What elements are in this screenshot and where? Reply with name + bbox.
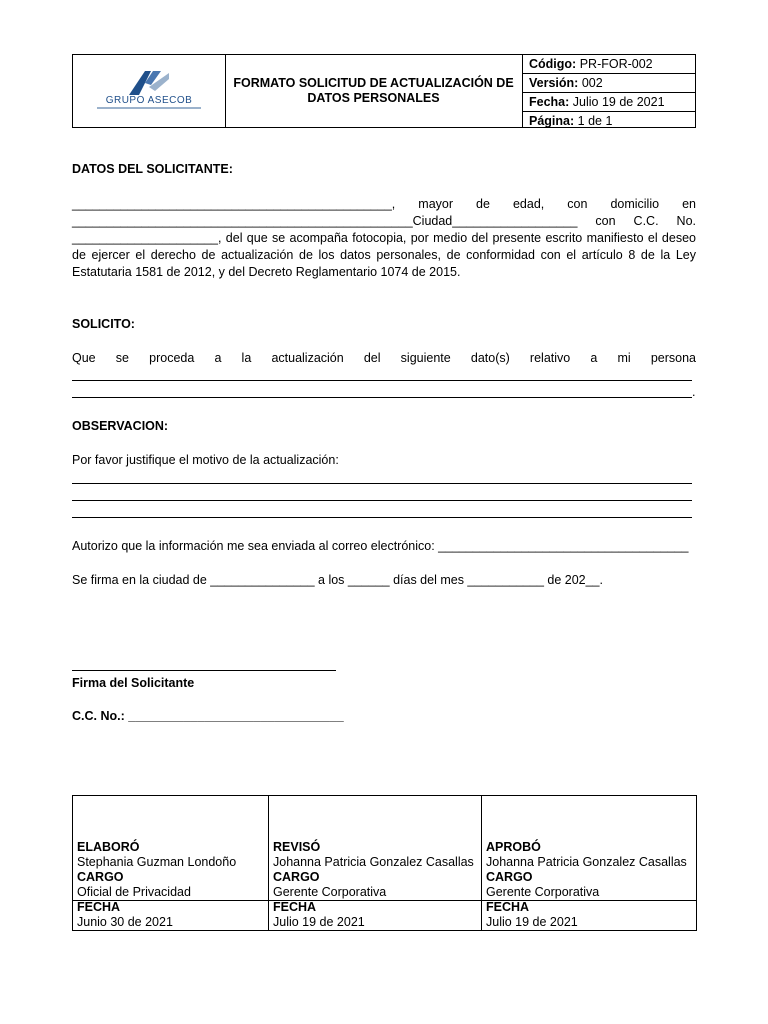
cc-label[interactable] [72,709,344,723]
solicito-blank-line-1[interactable] [72,380,692,381]
aprobo-cargo-label: CARGO [486,870,533,884]
aprobo-name: Johanna Patricia Gonzalez Casallas [486,855,687,869]
approval-table [72,795,697,931]
elaboro-name: Stephania Guzman Londoño [77,855,237,869]
solicitante-line-3[interactable]: _____________________, del que se acompaña fotocopia, por medio del presente escrito manifiesto el deseo [72,231,696,245]
solicitante-line-1[interactable]: ______________________________________________, mayor de edad, con domicilio en [72,197,696,211]
elaboro-cargo: Oficial de Privacidad [77,885,191,899]
approval-table-divider [73,900,696,901]
meta-pagina [523,112,695,130]
logo-cell [73,55,226,127]
logo-tagline-bar [97,107,201,109]
firma-ciudad-text[interactable]: Se firma en la ciudad de _______________ a los ______ días del mes ___________ de 202__. [72,573,603,587]
elaboro-cargo-label: CARGO [77,870,124,884]
reviso-cargo: Gerente Corporativa [273,885,387,899]
elaboro-role: ELABORÓ [77,840,140,854]
codigo-value: PR-FOR-002 [579,57,653,71]
company-logo-icon [125,69,173,95]
fecha-value: Julio 19 de 2021 [572,95,665,109]
cc-text: C.C. No.: _______________________________ [72,709,344,723]
observacion-blank-line-1[interactable] [72,483,692,484]
meta-fecha [523,93,695,112]
observacion-text: Por favor justifique el motivo de la actualización: [72,453,339,467]
signature-label: Firma del Solicitante [72,676,195,690]
document-header [72,54,696,128]
pagina-value: 1 de 1 [577,114,613,128]
reviso-cargo-label: CARGO [273,870,320,884]
solicito-text: Que se proceda a la actualización del siguiente dato(s) relativo a mi persona [72,351,696,365]
logo-text: GRUPO ASECOB [105,95,193,106]
solicitante-line-2[interactable]: _________________________________________________Ciudad__________________ con C.C. No. [72,214,696,228]
meta-version [523,74,695,93]
observacion-blank-line-2[interactable] [72,500,692,501]
section-title-solicito: SOLICITO: [72,317,135,331]
reviso-name: Johanna Patricia Gonzalez Casallas [273,855,474,869]
pagina-label: Página: [529,114,575,128]
reviso-fecha-label: FECHA [273,900,317,914]
codigo-label: Código: [529,57,577,71]
section-title-solicitante: DATOS DEL SOLICITANTE: [72,162,233,176]
document-title: FORMATO SOLICITUD DE ACTUALIZACIÓN DE DATOS PERSONALES [225,55,523,127]
elaboro-fecha-label: FECHA [77,900,121,914]
section-title-observacion: OBSERVACION: [72,419,169,433]
signature-line[interactable] [72,670,336,671]
meta-codigo [523,55,695,74]
observacion-blank-line-3[interactable] [72,517,692,518]
solicito-end-mark: . [692,385,696,399]
solicitante-line-4: de ejercer el derecho de actualización de los datos personales, de conformidad con el artículo 8 de la Ley [72,248,696,262]
solicitante-line-5: Estatutaria 1581 de 2012, y del Decreto Reglamentario 1074 de 2015. [72,265,461,279]
approval-col-reviso [269,796,482,930]
version-label: Versión: [529,76,579,90]
aprobo-fecha: Julio 19 de 2021 [486,915,578,929]
reviso-fecha: Julio 19 de 2021 [273,915,365,929]
aprobo-cargo: Gerente Corporativa [486,885,600,899]
fecha-label: Fecha: [529,95,570,109]
aprobo-role: APROBÓ [486,840,541,854]
approval-col-elaboro [73,796,269,930]
version-value: 002 [581,76,603,90]
reviso-role: REVISÓ [273,840,321,854]
document-meta [523,55,695,127]
autorizo-email-text[interactable]: Autorizo que la información me sea enviada al correo electrónico: ____________________________________ [72,539,689,553]
solicito-blank-line-2[interactable] [72,397,692,398]
approval-col-aprobo [482,796,696,930]
elaboro-fecha: Junio 30 de 2021 [77,915,173,929]
aprobo-fecha-label: FECHA [486,900,530,914]
